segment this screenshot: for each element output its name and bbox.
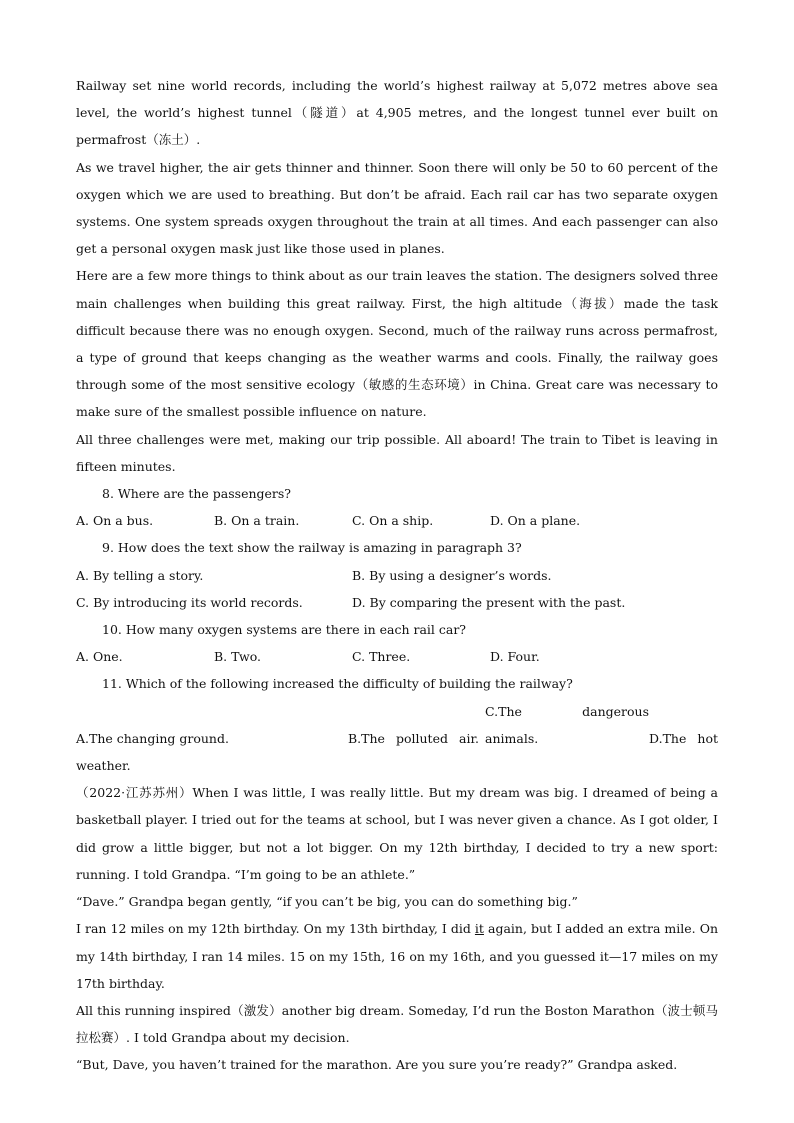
option-a: A. One. [76, 649, 123, 665]
passage1-paragraph-4: All three challenges were met, making our trip possible. All aboard! The train to Tibet is leaving in fifteen minutes. [76, 431, 718, 474]
underlined-word: it [474, 921, 484, 937]
passage2-paragraph-2: “Dave.” Grandpa began gently, “if you can’t be big, you can do something big.” [76, 894, 578, 910]
question-9-stem: 9. How does the text show the railway is amazing in paragraph 3? [102, 540, 522, 556]
option-d: D. On a plane. [490, 513, 581, 529]
passage1-paragraph-1: Railway set nine world records, including the world’s highest railway at 5,072 metres above sea level, the world’s highest tunnel（隧道）at 4,905 metres, and the longest tunnel ever built on permafrost（冻土）. [76, 78, 718, 148]
question-11-stem: 11. Which of the following increased the difficulty of building the railway? [102, 676, 573, 692]
passage2-paragraph-3 [76, 915, 718, 997]
option-b: B. By using a designer’s words. [352, 567, 552, 583]
question-8-stem: 8. Where are the passengers? [102, 486, 292, 502]
option-c: C.The dangerous animals. [485, 703, 650, 746]
document-page [76, 72, 718, 1079]
option-a: A. By telling a story. [76, 567, 204, 583]
text-segment: again, but I added an extra mile. On my 14th birthday, I ran 14 miles. 15 on my 15th, 16 on my 16th, and you guessed it—17 miles on my 17th birthday. [76, 921, 718, 991]
option-d: D. By comparing the present with the past. [352, 594, 626, 610]
option-d: D. Four. [490, 649, 540, 665]
option-c: C. On a ship. [352, 513, 434, 529]
option-b: B.The polluted air. [348, 730, 480, 746]
option-a: A.The changing ground. [76, 730, 229, 746]
option-c: C. Three. [352, 649, 411, 665]
option-d: D.The hot weather. [76, 730, 718, 774]
option-c: C. By introducing its world records. [76, 594, 303, 610]
option-a: A. On a bus. [76, 513, 154, 529]
passage1-paragraph-2: As we travel higher, the air gets thinner and thinner. Soon there will only be 50 to 60 percent of the oxygen which we are used to breathing. But don’t be afraid. Each rail car has two separate oxygen systems. One system spreads oxygen throughout the train at all times. And each passenger can also get a personal oxygen mask just like those used in planes. [76, 159, 718, 257]
question-10-stem: 10. How many oxygen systems are there in each rail car? [102, 622, 466, 638]
passage2-paragraph-4: All this running inspired（激发）another big dream. Someday, I’d run the Boston Marathon（波士顿马拉松赛）. I told Grandpa about my decision. [76, 1002, 718, 1046]
question-9-options-row-1 [76, 562, 718, 589]
passage1-paragraph-3: Here are a few more things to think about as our train leaves the station. The designers solved three main challenges when building this great railway. First, the high altitude（海拔）made the task difficult because there was no enough oxygen. Second, much of the railway runs across permafrost, a type of ground that keeps changing as the weather warms and cools. Finally, the railway goes through some of the most sensitive ecology（敏感的生态环境）in China. Great care was necessary to make sure of the smallest possible influence on nature. [76, 268, 718, 420]
question-10-options [76, 643, 718, 670]
text-segment: I ran 12 miles on my 12th birthday. On my 13th birthday, I did [76, 921, 475, 937]
passage2-paragraph-5: “But, Dave, you haven’t trained for the marathon. Are you sure you’re ready?” Grandpa asked. [76, 1057, 678, 1073]
question-11-options [76, 698, 718, 780]
option-b: B. Two. [214, 649, 262, 665]
option-b: B. On a train. [214, 513, 300, 529]
question-9-options-row-2 [76, 589, 718, 616]
passage2-paragraph-1: （2022·江苏苏州）When I was little, I was really little. But my dream was big. I dreamed of being a basketball player. I tried out for the teams at school, but I was never given a chance. As I got older, I did grow a little bigger, but not a lot bigger. On my 12th birthday, I decided to try a new sport: running. I told Grandpa. “I’m going to be an athlete.” [76, 785, 718, 882]
question-8-options [76, 507, 718, 534]
